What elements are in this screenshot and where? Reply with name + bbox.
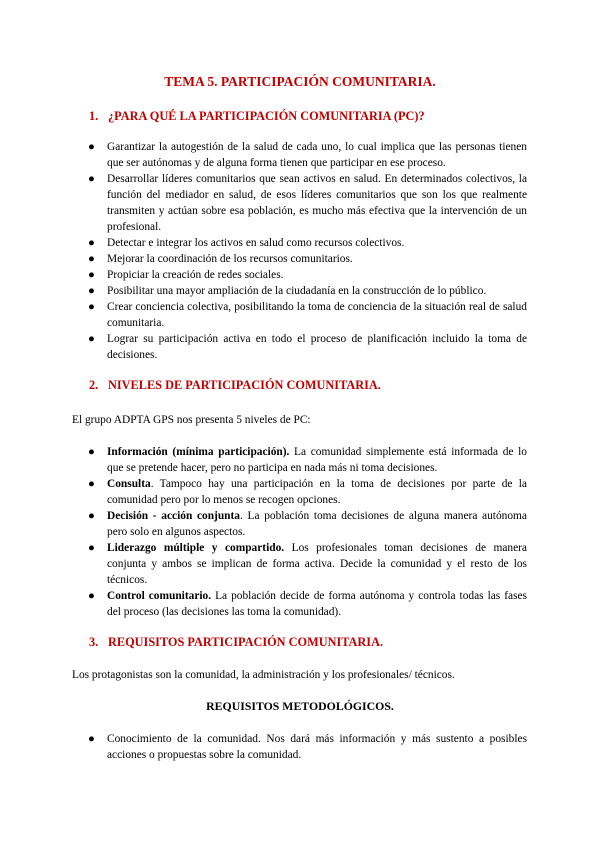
level-name: Información (mínima participación).	[107, 446, 290, 458]
list-item: ● Garantizar la autogestión de la salud de cada uno, lo cual implica que las personas tienen que ser autónomas y de alguna forma tienen que participar en ese proceso.	[88, 141, 527, 169]
bullet-icon: ●	[88, 478, 95, 490]
bullet-icon: ●	[88, 446, 95, 458]
section-heading-2	[89, 377, 381, 393]
bullet-icon: ●	[88, 237, 95, 249]
section-number-2: 2.	[89, 378, 99, 392]
bullet-icon: ●	[88, 733, 95, 745]
list-item: ● Consulta. Tampoco hay una participación en la toma de decisiones por parte de la comunidad pero por lo menos se recogen opciones.	[88, 478, 527, 506]
section-title-2: NIVELES DE PARTICIPACIÓN COMUNITARIA.	[108, 378, 381, 392]
bullet-icon: ●	[88, 510, 95, 522]
level-name: Control comunitario.	[107, 590, 212, 602]
list-item: ● Posibilitar una mayor ampliación de la ciudadanía en la construcción de lo público.	[88, 285, 487, 297]
page-title: TEMA 5. PARTICIPACIÓN COMUNITARIA.	[164, 74, 436, 89]
bullet-icon: ●	[88, 333, 95, 345]
methodological-requirements-heading: REQUISITOS METODOLÓGICOS.	[206, 699, 394, 713]
bullet-icon: ●	[88, 141, 95, 153]
requirements-bullet-list	[87, 731, 527, 763]
levels-bullet-list	[87, 444, 527, 620]
bullet-icon: ●	[88, 285, 95, 297]
list-item: ● Mejorar la coordinación de los recursos comunitarios.	[88, 253, 353, 265]
section-title-3: REQUISITOS PARTICIPACIÓN COMUNITARIA.	[108, 635, 384, 649]
list-item: ● Detectar e integrar los activos en salud como recursos colectivos.	[88, 237, 405, 249]
level-name: Decisión - acción conjunta	[107, 510, 240, 522]
levels-intro-paragraph: El grupo ADPTA GPS nos presenta 5 niveles de PC:	[72, 414, 311, 426]
list-item: ● Lograr su participación activa en todo el proceso de planificación incluido la toma de decisiones.	[88, 333, 527, 361]
bullet-icon: ●	[88, 590, 95, 602]
bullet-icon: ●	[88, 542, 95, 554]
bullet-icon: ●	[88, 269, 95, 281]
list-item: ● Propiciar la creación de redes sociales.	[88, 269, 284, 281]
section-number-3: 3.	[89, 635, 99, 649]
bullet-icon: ●	[88, 253, 95, 265]
section-heading-3	[89, 634, 383, 650]
list-item: ● Información (mínima participación). La comunidad simplemente está informada de lo que se pretende hacer, pero no participa en nada más ni toma decisiones.	[88, 446, 527, 474]
list-item: ● Conocimiento de la comunidad. Nos dará más información y más sustento a posibles acciones o propuestas sobre la comunidad.	[88, 733, 527, 761]
list-item: ● Desarrollar líderes comunitarios que sean activos en salud. En determinados colectivos, la función del mediador en salud, de esos líderes comunitarios que son los que realmente transmiten y actúan sobre esa población, es mucho más efectiva que la intervención de un profesional.	[88, 173, 527, 233]
level-name: Consulta	[107, 478, 151, 490]
level-name: Liderazgo múltiple y compartido.	[107, 542, 285, 554]
bullet-icon: ●	[88, 173, 95, 185]
section-number-1: 1.	[89, 109, 99, 123]
list-item: ● Control comunitario. La población decide de forma autónoma y controla todas las fases del proceso (las decisiones las toma la comunidad).	[88, 590, 527, 618]
section-title-1: ¿PARA QUÉ LA PARTICIPACIÓN COMUNITARIA (PC)?	[108, 109, 425, 123]
requirements-intro-paragraph: Los protagonistas son la comunidad, la administración y los profesionales/ técnicos.	[72, 669, 455, 681]
list-item: ● Crear conciencia colectiva, posibilitando la toma de conciencia de la situación real de salud comunitaria.	[88, 301, 527, 329]
bullet-icon: ●	[88, 301, 95, 313]
purpose-bullet-list	[87, 139, 527, 363]
list-item: ● Liderazgo múltiple y compartido. Los profesionales toman decisiones de manera conjunta y ambos se implican de forma activa. Decide la comunidad y el resto de los técnicos.	[88, 542, 527, 586]
list-item: ● Decisión - acción conjunta. La población toma decisiones de alguna manera autónoma pero solo en algunos aspectos.	[88, 510, 527, 538]
section-heading-1	[89, 108, 425, 124]
